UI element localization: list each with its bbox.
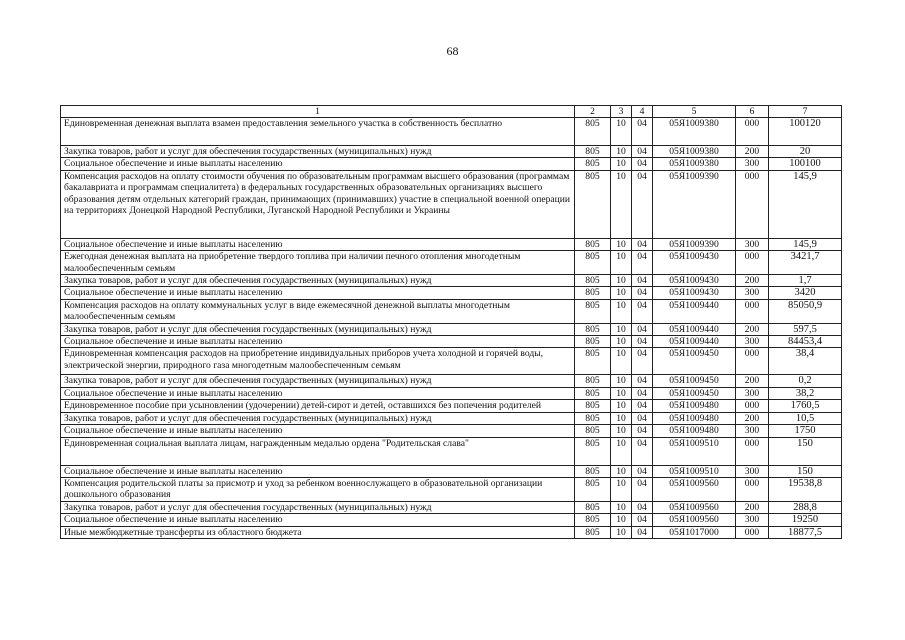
amount-cell: 145,9	[769, 238, 842, 250]
column-header: 4	[632, 106, 653, 118]
code-cell: 05Я1009380	[653, 146, 736, 158]
code-cell: 805	[575, 425, 611, 437]
code-cell: 04	[632, 251, 653, 275]
expense-name: Закупка товаров, работ и услуг для обеспечения государственных (муниципальных) нужд	[61, 146, 575, 158]
code-cell: 05Я1009560	[653, 477, 736, 501]
expense-name: Социальное обеспечение и иные выплаты населению	[61, 514, 575, 526]
code-cell: 05Я1009440	[653, 323, 736, 335]
code-cell: 300	[736, 387, 769, 399]
table-row	[61, 400, 842, 412]
code-cell: 05Я1009380	[653, 158, 736, 170]
code-cell: 05Я1009440	[653, 336, 736, 348]
code-cell: 805	[575, 323, 611, 335]
code-cell: 04	[632, 387, 653, 399]
code-cell: 05Я1009430	[653, 275, 736, 287]
code-cell: 10	[611, 501, 632, 513]
column-header: 7	[769, 106, 842, 118]
code-cell: 04	[632, 146, 653, 158]
code-cell: 04	[632, 299, 653, 323]
table-row	[61, 146, 842, 158]
table-row	[61, 465, 842, 477]
code-cell: 04	[632, 501, 653, 513]
expense-name: Закупка товаров, работ и услуг для обеспечения государственных (муниципальных) нужд	[61, 275, 575, 287]
code-cell: 10	[611, 238, 632, 250]
amount-cell: 10,5	[769, 412, 842, 424]
amount-cell: 150	[769, 465, 842, 477]
code-cell: 10	[611, 387, 632, 399]
code-cell: 000	[736, 477, 769, 501]
code-cell: 805	[575, 336, 611, 348]
code-cell: 04	[632, 348, 653, 375]
code-cell: 805	[575, 348, 611, 375]
amount-cell: 3420	[769, 287, 842, 299]
expense-name: Компенсация родительской платы за присмотр и уход за ребенком военнослужащего в образовательной организации дошкольного образования	[61, 477, 575, 501]
code-cell: 200	[736, 146, 769, 158]
code-cell: 04	[632, 400, 653, 412]
table-row	[61, 514, 842, 526]
expense-name: Иные межбюджетные трансферты из областного бюджета	[61, 526, 575, 538]
code-cell: 10	[611, 412, 632, 424]
amount-cell: 0,2	[769, 375, 842, 387]
code-cell: 805	[575, 158, 611, 170]
amount-cell: 145,9	[769, 170, 842, 238]
amount-cell: 38,2	[769, 387, 842, 399]
code-cell: 200	[736, 275, 769, 287]
code-cell: 10	[611, 251, 632, 275]
code-cell: 04	[632, 170, 653, 238]
amount-cell: 20	[769, 146, 842, 158]
code-cell: 10	[611, 118, 632, 146]
table-row	[61, 158, 842, 170]
code-cell: 05Я1009480	[653, 400, 736, 412]
code-cell: 05Я1009560	[653, 514, 736, 526]
amount-cell: 84453,4	[769, 336, 842, 348]
table-row	[61, 526, 842, 538]
code-cell: 05Я1009390	[653, 238, 736, 250]
code-cell: 805	[575, 400, 611, 412]
code-cell: 000	[736, 437, 769, 465]
table-row	[61, 299, 842, 323]
column-header: 6	[736, 106, 769, 118]
code-cell: 04	[632, 275, 653, 287]
code-cell: 10	[611, 437, 632, 465]
expense-name: Социальное обеспечение и иные выплаты населению	[61, 425, 575, 437]
code-cell: 05Я1009440	[653, 299, 736, 323]
code-cell: 300	[736, 465, 769, 477]
code-cell: 10	[611, 477, 632, 501]
code-cell: 10	[611, 170, 632, 238]
code-cell: 05Я1009510	[653, 437, 736, 465]
code-cell: 04	[632, 526, 653, 538]
expense-name: Социальное обеспечение и иные выплаты населению	[61, 465, 575, 477]
code-cell: 300	[736, 287, 769, 299]
column-header: 1	[61, 106, 575, 118]
amount-cell: 597,5	[769, 323, 842, 335]
code-cell: 05Я1009450	[653, 375, 736, 387]
amount-cell: 85050,9	[769, 299, 842, 323]
code-cell: 10	[611, 465, 632, 477]
code-cell: 04	[632, 437, 653, 465]
code-cell: 10	[611, 375, 632, 387]
table-row	[61, 412, 842, 424]
table-header-row	[61, 106, 842, 118]
code-cell: 05Я1009430	[653, 251, 736, 275]
code-cell: 10	[611, 287, 632, 299]
code-cell: 05Я1009450	[653, 387, 736, 399]
code-cell: 805	[575, 275, 611, 287]
code-cell: 200	[736, 412, 769, 424]
amount-cell: 150	[769, 437, 842, 465]
code-cell: 000	[736, 348, 769, 375]
code-cell: 300	[736, 158, 769, 170]
table-row	[61, 336, 842, 348]
expense-name: Единовременное пособие при усыновлении (удочерении) детей-сирот и детей, оставшихся без попечения родителей	[61, 400, 575, 412]
code-cell: 04	[632, 425, 653, 437]
amount-cell: 1,7	[769, 275, 842, 287]
code-cell: 10	[611, 514, 632, 526]
amount-cell: 38,4	[769, 348, 842, 375]
table-row	[61, 287, 842, 299]
code-cell: 200	[736, 375, 769, 387]
code-cell: 000	[736, 400, 769, 412]
code-cell: 04	[632, 465, 653, 477]
code-cell: 805	[575, 146, 611, 158]
budget-table	[60, 105, 842, 539]
amount-cell: 288,8	[769, 501, 842, 513]
code-cell: 04	[632, 336, 653, 348]
page-number: 68	[446, 44, 459, 58]
code-cell: 300	[736, 514, 769, 526]
code-cell: 000	[736, 170, 769, 238]
amount-cell: 100100	[769, 158, 842, 170]
code-cell: 05Я1009390	[653, 170, 736, 238]
code-cell: 05Я1009380	[653, 118, 736, 146]
expense-name: Закупка товаров, работ и услуг для обеспечения государственных (муниципальных) нужд	[61, 412, 575, 424]
code-cell: 805	[575, 526, 611, 538]
amount-cell: 3421,7	[769, 251, 842, 275]
code-cell: 10	[611, 348, 632, 375]
expense-name: Социальное обеспечение и иные выплаты населению	[61, 387, 575, 399]
table-row	[61, 323, 842, 335]
code-cell: 805	[575, 387, 611, 399]
table-row	[61, 501, 842, 513]
code-cell: 805	[575, 118, 611, 146]
code-cell: 05Я1009510	[653, 465, 736, 477]
expense-name: Компенсация расходов на оплату коммунальных услуг в виде ежемесячной денежной выплаты многодетным малообеспеченным семьям	[61, 299, 575, 323]
expense-name: Социальное обеспечение и иные выплаты населению	[61, 158, 575, 170]
code-cell: 05Я1009480	[653, 412, 736, 424]
code-cell: 805	[575, 375, 611, 387]
code-cell: 04	[632, 287, 653, 299]
code-cell: 05Я1009450	[653, 348, 736, 375]
code-cell: 10	[611, 323, 632, 335]
code-cell: 05Я1017000	[653, 526, 736, 538]
code-cell: 805	[575, 437, 611, 465]
code-cell: 805	[575, 170, 611, 238]
table-row	[61, 275, 842, 287]
code-cell: 04	[632, 238, 653, 250]
amount-cell: 19538,8	[769, 477, 842, 501]
expense-name: Компенсация расходов на оплату стоимости обучения по образовательным программам высшего образования (программам бакалавриата и программам специалитета) в федеральных государственных образовательных организациях высшего образования детям отдельных категорий граждан, принимающих (принимавших) участие в специальной военной операции на территориях Донецкой Народной Республики, Луганской Народной Республики и Украины	[61, 170, 575, 238]
code-cell: 04	[632, 514, 653, 526]
code-cell: 000	[736, 118, 769, 146]
code-cell: 805	[575, 412, 611, 424]
code-cell: 04	[632, 158, 653, 170]
code-cell: 200	[736, 501, 769, 513]
table-row	[61, 170, 842, 238]
code-cell: 05Я1009560	[653, 501, 736, 513]
amount-cell: 19250	[769, 514, 842, 526]
code-cell: 805	[575, 299, 611, 323]
table-row	[61, 375, 842, 387]
expense-name: Закупка товаров, работ и услуг для обеспечения государственных (муниципальных) нужд	[61, 323, 575, 335]
code-cell: 300	[736, 336, 769, 348]
column-header: 2	[575, 106, 611, 118]
code-cell: 04	[632, 477, 653, 501]
table-row	[61, 425, 842, 437]
table-row	[61, 437, 842, 465]
table-row	[61, 251, 842, 275]
expense-name: Социальное обеспечение и иные выплаты населению	[61, 238, 575, 250]
code-cell: 10	[611, 425, 632, 437]
expense-name: Единовременная социальная выплата лицам, награжденным медалью ордена "Родительская слава"	[61, 437, 575, 465]
amount-cell: 18877,5	[769, 526, 842, 538]
code-cell: 10	[611, 299, 632, 323]
column-header: 5	[653, 106, 736, 118]
code-cell: 805	[575, 477, 611, 501]
expense-name: Единовременная денежная выплата взамен предоставления земельного участка в собственность бесплатно	[61, 118, 575, 146]
table-row	[61, 238, 842, 250]
expense-name: Социальное обеспечение и иные выплаты населению	[61, 287, 575, 299]
expense-name: Закупка товаров, работ и услуг для обеспечения государственных (муниципальных) нужд	[61, 375, 575, 387]
code-cell: 805	[575, 514, 611, 526]
code-cell: 000	[736, 299, 769, 323]
code-cell: 05Я1009480	[653, 425, 736, 437]
code-cell: 000	[736, 251, 769, 275]
code-cell: 300	[736, 238, 769, 250]
code-cell: 05Я1009430	[653, 287, 736, 299]
column-header: 3	[611, 106, 632, 118]
code-cell: 04	[632, 375, 653, 387]
table-row	[61, 118, 842, 146]
expense-name: Закупка товаров, работ и услуг для обеспечения государственных (муниципальных) нужд	[61, 501, 575, 513]
amount-cell: 1760,5	[769, 400, 842, 412]
code-cell: 805	[575, 501, 611, 513]
code-cell: 10	[611, 146, 632, 158]
expense-name: Единовременная компенсация расходов на приобретение индивидуальных приборов учета холодной и горячей воды, электрической энергии, природного газа многодетным малообеспеченным семьям	[61, 348, 575, 375]
code-cell: 805	[575, 287, 611, 299]
expense-name: Ежегодная денежная выплата на приобретение твердого топлива при наличии печного отопления многодетным малообеспеченным семьям	[61, 251, 575, 275]
code-cell: 805	[575, 238, 611, 250]
code-cell: 300	[736, 425, 769, 437]
code-cell: 10	[611, 400, 632, 412]
code-cell: 805	[575, 251, 611, 275]
code-cell: 000	[736, 526, 769, 538]
table-row	[61, 348, 842, 375]
code-cell: 10	[611, 526, 632, 538]
code-cell: 04	[632, 412, 653, 424]
table-row	[61, 477, 842, 501]
code-cell: 04	[632, 323, 653, 335]
code-cell: 04	[632, 118, 653, 146]
amount-cell: 1750	[769, 425, 842, 437]
code-cell: 10	[611, 158, 632, 170]
table-row	[61, 387, 842, 399]
code-cell: 200	[736, 323, 769, 335]
code-cell: 805	[575, 465, 611, 477]
code-cell: 10	[611, 275, 632, 287]
expense-name: Социальное обеспечение и иные выплаты населению	[61, 336, 575, 348]
amount-cell: 100120	[769, 118, 842, 146]
code-cell: 10	[611, 336, 632, 348]
